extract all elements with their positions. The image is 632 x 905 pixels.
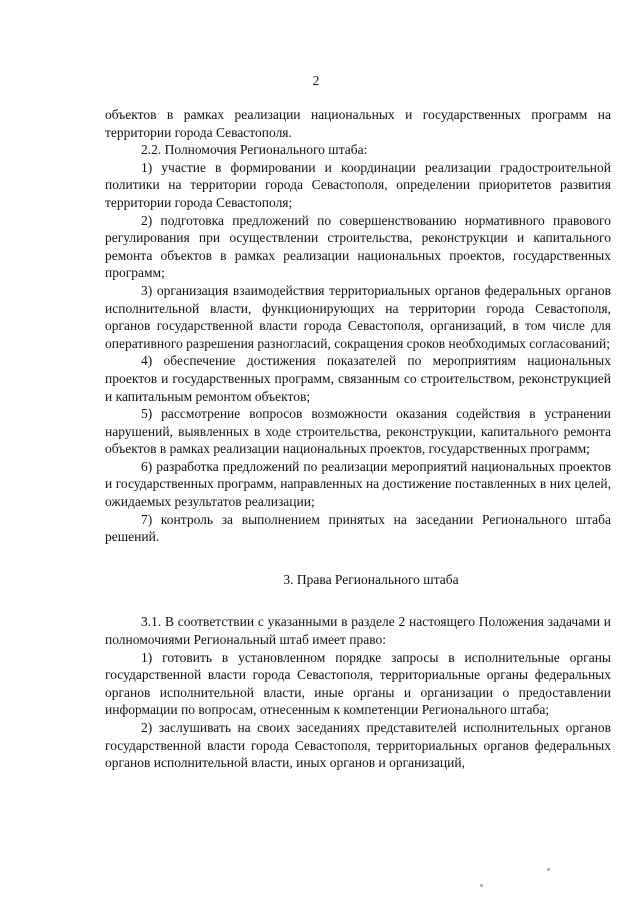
page-number: 2 [312,73,320,88]
section-heading: 3. Права Регионального штаба [283,571,459,587]
clause-2-2-title: 2.2. Полномочия Регионального штаба: [141,142,368,158]
list-item-1: 1) участие в формировании и координации реализации градостроительной политики на территории города Севастополя, определении приоритетов развития территории города Севастополя; [105,159,611,210]
scan-speck [547,868,550,871]
rights-item-1: 1) готовить в установленном порядке запросы в исполнительные органы государственной власти города Севастополя, территориальные органы федеральных органов исполнительной власти, иные органы и организации о предоставлении информации по вопросам, отнесенным к компетенции Регионального штаба; [105,649,611,718]
clause-3-1: 3.1. В соответствии с указанными в разделе 2 настоящего Положения задачами и полномочиями Региональный штаб имеет право: [105,614,611,648]
list-item-6: 6) разработка предложений по реализации мероприятий национальных проектов и государственных программ, направленных на достижение поставленных в них целей, ожидаемых результатов реализации; [105,458,611,510]
list-item-5: 5) рассмотрение вопросов возможности оказания содействия в устранении нарушений, выявленных в ходе строительства, реконструкции, капитального ремонта объектов в рамках реализации национальных проектов, государственных программ; [105,406,611,457]
paragraph-continuation: объектов в рамках реализации национальных и государственных программ на территории города Севастополя. [105,107,611,140]
list-item-2: 2) подготовка предложений по совершенствованию нормативного правового регулирования при осуществлении строительства, реконструкции и капитального ремонта объектов в рамках реализации национальных проектов, государственных программ; [105,212,611,281]
list-item-4: 4) обеспечение достижения показателей по мероприятиям национальных проектов и государственных программ, связанным со строительством, реконструкцией и капитальным ремонтом объектов; [105,353,611,404]
list-item-3: 3) организация взаимодействия территориальных органов федеральных органов исполнительной власти, функционирующих на территории города Севастополя, органов государственной власти города Севастополя, организаций, в том числе для оперативного разрешения разногласий, сокращения сроков необходимых согласований; [105,282,611,351]
list-item-7: 7) контроль за выполнением принятых на заседании Регионального штаба решений. [105,511,611,545]
rights-item-2: 2) заслушивать на своих заседаниях представителей исполнительных органов государственной власти города Севастополя, территориальных органов федеральных органов исполнительной власти, иных органов и организаций, [105,720,611,771]
document-body [105,106,611,772]
scan-speck [480,884,483,887]
